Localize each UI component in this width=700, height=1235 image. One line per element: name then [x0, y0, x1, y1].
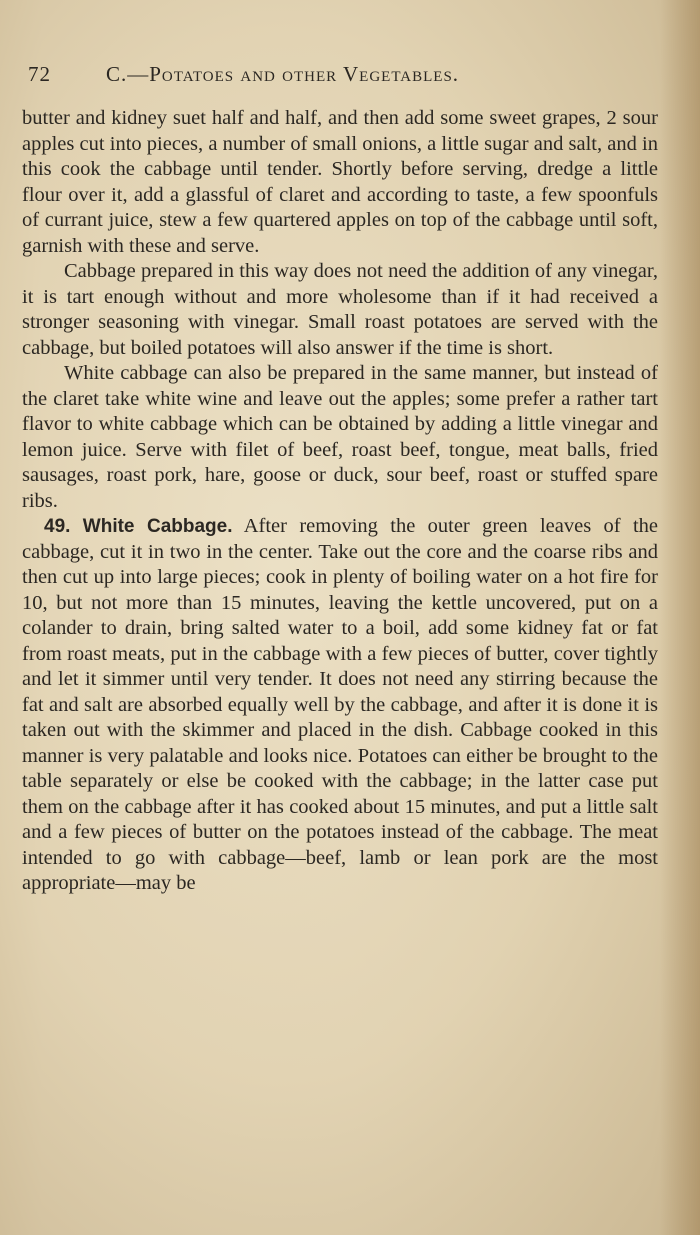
recipe-text: After removing the outer green leaves of the cabbage, cut it in two in the center. Take out the core and the coarse ribs and then cut up into large pieces; cook in plenty of boiling water on a hot fire for 10, but not more than 15 minutes, leaving the kettle uncovered, put on a colander to drain, bring salted water to a boil, add some kidney fat or fat from roast meats, put in the cabbage with a few pieces of butter, cover tightly and let it simmer until very tender. It does not need any stirring because the fat and salt are absorbed equally well by the cabbage, and after it is done it is taken out with the skimmer and placed in the dish. Cabbage cooked in this manner is very palatable and looks nice. Potatoes can either be brought to the table separately or else be cooked with the cabbage; in the latter case put them on the cabbage after it has cooked about 15 minutes, and put a little salt and a few pieces of butter on the potatoes instead of the cabbage. The meat intended to go with cabbage—beef, lamb or lean pork are the most appropriate—may be: [22, 515, 659, 894]
paragraph-continuation: butter and kidney suet half and half, and then add some sweet grapes, 2 sour apples cut into pieces, a number of small onions, a little sugar and salt, and in this cook the cabbage until tender. Shortly before serving, dredge a little flour over it, add a glassful of claret and according to taste, a few spoonfuls of currant juice, stew a few quartered apples on top of the cabbage until soft, garnish with these and serve.: [22, 107, 658, 257]
recipe-title: White Cabbage.: [82, 516, 233, 537]
recipe-white-cabbage: [22, 514, 658, 897]
page-number: 72: [28, 62, 51, 86]
paragraph-white-cabbage-variation: White cabbage can also be prepared in the same manner, but instead of the claret take white wine and leave out the apples; some prefer a rather tart flavor to white cabbage which can be obtained by adding a little vinegar and lemon juice. Serve with filet of beef, roast beef, tongue, meat balls, fried sausages, roast pork, hare, goose or duck, sour beef, roast or stuffed spare ribs.: [22, 362, 658, 512]
running-head: [28, 62, 658, 92]
chapter-title: C.—Potatoes and other Vegetables.: [106, 62, 460, 86]
page-edge-shadow: [660, 0, 700, 1235]
body-text: [22, 106, 658, 897]
recipe-number: 49.: [44, 516, 71, 537]
paragraph-cabbage-note: Cabbage prepared in this way does not need the addition of any vinegar, it is tart enough without and more wholesome than if it had received a stronger seasoning with vinegar. Small roast potatoes are served with the cabbage, but boiled potatoes will also answer if the time is short.: [22, 260, 658, 359]
